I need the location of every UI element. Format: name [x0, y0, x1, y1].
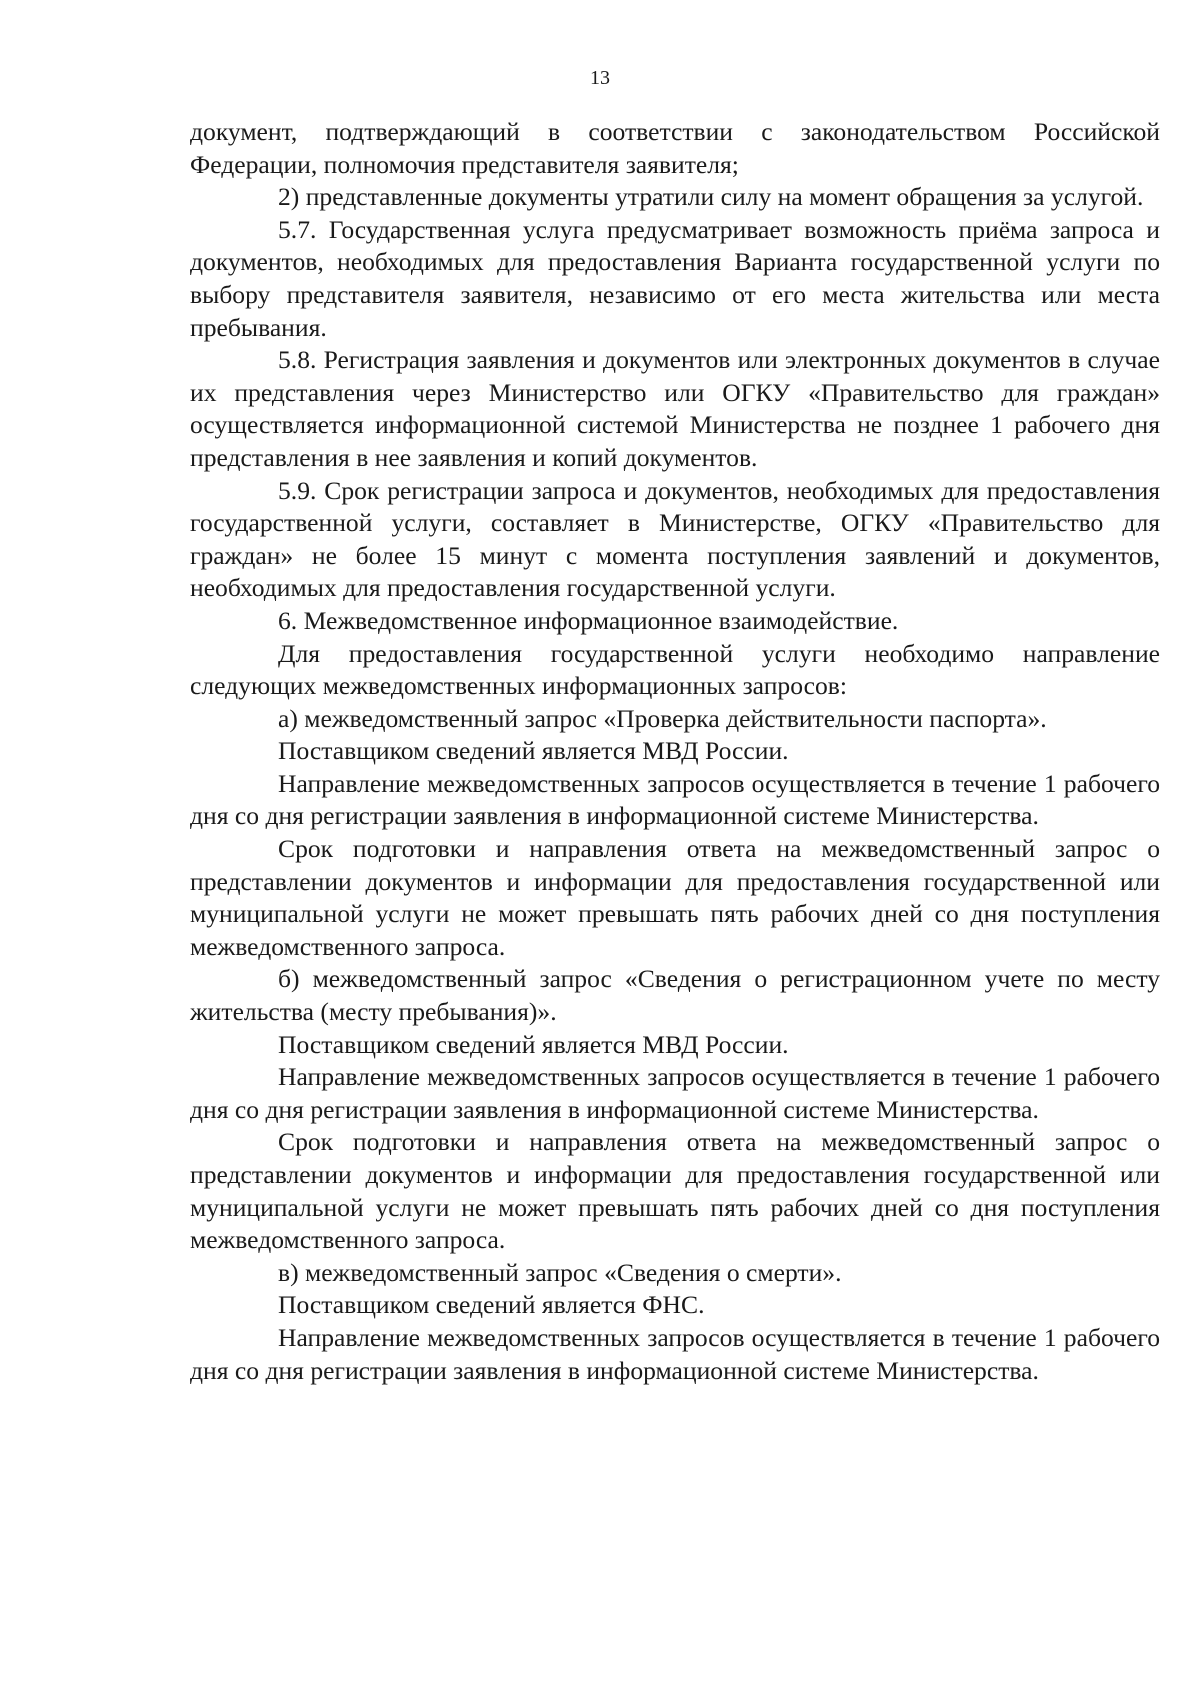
- request-c: в) межведомственный запрос «Сведения о смерти».: [278, 1257, 842, 1287]
- sending-term-c: Направление межведомственных запросов осуществляется в течение 1 рабочего дня со дня регистрации заявления в информационной системе Министерства.: [190, 1322, 1160, 1385]
- section-heading-6: 6. Межведомственное информационное взаимодействие.: [278, 605, 899, 635]
- supplier-c: Поставщиком сведений является ФНС.: [278, 1290, 705, 1320]
- sending-term-b: Направление межведомственных запросов осуществляется в течение 1 рабочего дня со дня регистрации заявления в информационной системе Министерства.: [190, 1062, 1160, 1124]
- sending-term-a: Направление межведомственных запросов осуществляется в течение 1 рабочего дня со дня регистрации заявления в информационной системе Министерства.: [190, 768, 1160, 831]
- paragraph-item-2: 2) представленные документы утратили силу на момент обращения за услугой.: [278, 182, 1144, 212]
- page-number: 13: [590, 67, 610, 89]
- supplier-a: Поставщиком сведений является МВД России.: [278, 736, 789, 766]
- paragraph-5-7: 5.7. Государственная услуга предусматривает возможность приёма запроса и документов, необходимых для предоставления Варианта государственной услуги по выбору представителя заявителя, независимо от его места жительства или места пребывания.: [190, 214, 1160, 342]
- response-term-b: Срок подготовки и направления ответа на межведомственный запрос о представлении документов и информации для предоставления государственной или муниципальной услуги не может превышать пять рабочих дней со дня поступления межведомственного запроса.: [190, 1127, 1160, 1255]
- response-term-a: Срок подготовки и направления ответа на межведомственный запрос о представлении документов и информации для предоставления государственной или муниципальной услуги не может превышать пять рабочих дней со дня поступления межведомственного запроса.: [190, 834, 1160, 961]
- paragraph-continuation: документ, подтверждающий в соответствии с законодательством Российской Федерации, полномочия представителя заявителя;: [190, 117, 1160, 179]
- paragraph-intro-requests: Для предоставления государственной услуги необходимо направление следующих межведомственных информационных запросов:: [190, 638, 1160, 701]
- request-a: а) межведомственный запрос «Проверка действительности паспорта».: [278, 703, 1047, 733]
- document-body: [190, 116, 1160, 1387]
- paragraph-5-8: 5.8. Регистрация заявления и документов или электронных документов в случае их представления через Министерство или ОГКУ «Правительство для граждан» осуществляется информационной системой Министерства не позднее 1 рабочего дня представления в нее заявления и копий документов.: [190, 345, 1160, 472]
- request-b: б) межведомственный запрос «Сведения о регистрационном учете по месту жительства (месту пребывания)».: [190, 964, 1160, 1027]
- paragraph-5-9: 5.9. Срок регистрации запроса и документов, необходимых для предоставления государственной услуги, составляет в Министерстве, ОГКУ «Правительство для граждан» не более 15 минут с момента поступления заявлений и документов, необходимых для предоставления государственной услуги.: [190, 475, 1160, 603]
- supplier-b: Поставщиком сведений является МВД России.: [278, 1029, 789, 1059]
